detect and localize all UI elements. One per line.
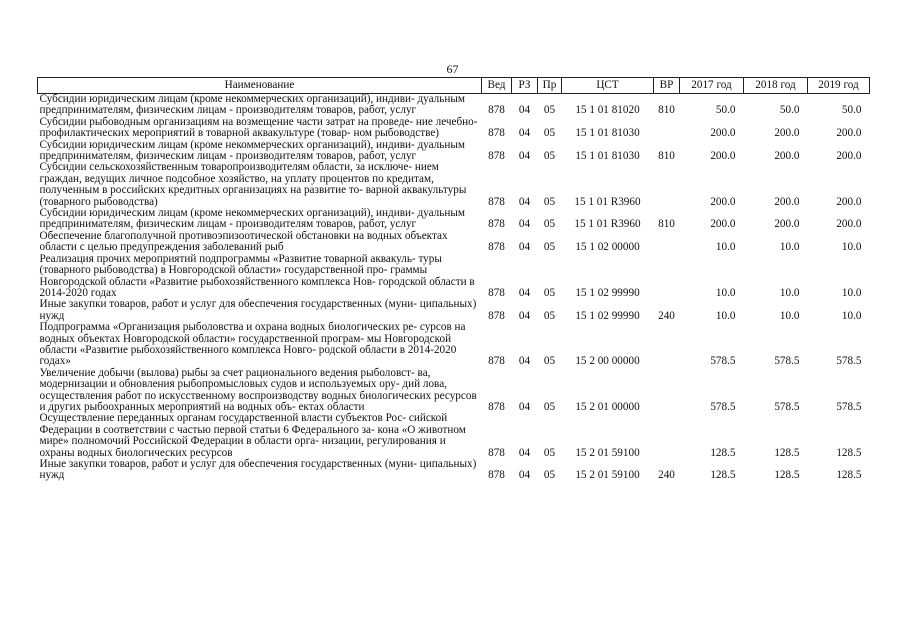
row-2018: 200.0 — [774, 150, 800, 163]
row-vr: 240 — [658, 469, 675, 482]
row-cst: 15 1 01 R3960 — [574, 218, 641, 231]
row-rz: 04 — [518, 355, 531, 368]
row-ved: 878 — [488, 218, 505, 231]
row-cst: 15 2 01 59100 — [575, 469, 640, 482]
row-name: Иные закупки товаров, работ и услуг для обеспечения государственных (муни- ципальных) нужд — [39, 298, 477, 322]
row-2018: 128.5 — [774, 469, 800, 482]
row-vr — [654, 254, 680, 300]
row-2018: 200.0 — [774, 218, 800, 231]
header-2017: 2017 год — [680, 78, 744, 94]
row-2019: 200.0 — [836, 150, 862, 163]
table-row — [38, 368, 870, 414]
row-cst: 15 2 00 00000 — [575, 355, 640, 368]
row-2019: 200.0 — [836, 218, 862, 231]
row-2019: 200.0 — [836, 127, 862, 140]
row-vr: 810 — [658, 104, 675, 117]
row-ved: 878 — [488, 400, 505, 413]
row-cst: 15 1 02 00000 — [575, 241, 640, 254]
row-pr: 05 — [543, 309, 556, 322]
row-pr: 05 — [543, 127, 556, 140]
row-pr: 05 — [543, 355, 556, 368]
row-2017: 10.0 — [715, 309, 736, 322]
table-row — [38, 208, 870, 231]
row-name: Обеспечение благополучной противоэпизоотической обстановки на водных объектах области с целью предупреждения заболеваний рыб — [39, 229, 448, 254]
row-rz: 04 — [518, 309, 531, 322]
table-row — [38, 231, 870, 254]
row-ved: 878 — [488, 195, 505, 208]
row-vr — [654, 368, 680, 414]
table-row — [38, 322, 870, 368]
row-pr: 05 — [543, 241, 556, 254]
row-pr: 05 — [543, 446, 556, 459]
row-2018: 200.0 — [774, 127, 800, 140]
table-row — [38, 94, 870, 117]
table-row — [38, 254, 870, 300]
row-rz: 04 — [518, 446, 531, 459]
row-2017: 10.0 — [715, 241, 736, 254]
row-rz: 04 — [518, 286, 531, 299]
row-ved: 878 — [488, 469, 505, 482]
row-2018: 10.0 — [779, 309, 800, 322]
row-cst: 15 1 01 R3960 — [574, 195, 641, 208]
header-vr: ВР — [654, 78, 680, 94]
row-cst: 15 2 01 00000 — [575, 400, 640, 413]
row-vr — [654, 231, 680, 254]
row-2018: 50.0 — [779, 104, 800, 117]
row-2017: 10.0 — [715, 286, 736, 299]
row-2018: 10.0 — [779, 241, 800, 254]
row-cst: 15 1 01 81020 — [575, 104, 640, 117]
row-2017: 578.5 — [710, 355, 736, 368]
row-vr: 810 — [658, 150, 675, 163]
row-vr — [654, 322, 680, 368]
table-row — [38, 162, 870, 208]
row-2018: 10.0 — [779, 286, 800, 299]
header-name: Наименование — [38, 78, 482, 94]
row-vr: 240 — [658, 309, 675, 322]
row-name: Субсидии юридическим лицам (кроме некоммерческих организаций), индиви- дуальным предпринимателям, физическим лицам - производителям товаров, работ, услуг — [39, 207, 465, 231]
row-2018: 128.5 — [774, 446, 800, 459]
row-rz: 04 — [518, 127, 531, 140]
header-2018: 2018 год — [744, 78, 808, 94]
row-cst: 15 2 01 59100 — [575, 446, 640, 459]
row-pr: 05 — [543, 150, 556, 163]
table-header-row — [38, 78, 870, 94]
row-cst: 15 1 01 81030 — [575, 127, 640, 140]
row-rz: 04 — [518, 104, 531, 117]
row-cst: 15 1 02 99990 — [575, 286, 640, 299]
row-2017: 200.0 — [710, 195, 736, 208]
row-rz: 04 — [518, 195, 531, 208]
row-2019: 10.0 — [841, 241, 862, 254]
row-ved: 878 — [488, 286, 505, 299]
row-name: Субсидии юридическим лицам (кроме некоммерческих организаций), индиви- дуальным предпринимателям, физическим лицам - производителям товаров, работ, услуг — [39, 138, 465, 163]
row-pr: 05 — [543, 400, 556, 413]
row-rz: 04 — [518, 400, 531, 413]
page-number: 67 — [446, 62, 459, 76]
header-ved: Вед — [482, 78, 512, 94]
row-2017: 578.5 — [710, 400, 736, 413]
row-ved: 878 — [488, 127, 505, 140]
row-2018: 578.5 — [774, 355, 800, 368]
row-name: Субсидии рыбоводным организациям на возмещение части затрат на проведе- ние лечебно-профилактических мероприятий в товарной аквакультуре (товар- ном рыбоводстве) — [39, 115, 478, 140]
table-row — [38, 140, 870, 163]
row-name: Субсидии юридическим лицам (кроме некоммерческих организаций), индиви- дуальным предпринимателям, физическим лицам - производителям товаров, работ, услуг — [39, 93, 465, 117]
row-2017: 200.0 — [710, 150, 736, 163]
row-pr: 05 — [543, 218, 556, 231]
row-2019: 50.0 — [841, 104, 862, 117]
table-row — [38, 299, 870, 322]
table-row — [38, 459, 870, 482]
table-row — [38, 413, 870, 459]
row-ved: 878 — [488, 355, 505, 368]
row-rz: 04 — [518, 241, 531, 254]
row-name: Подпрограмма «Организация рыболовства и охрана водных биологических ре- сурсов на водных объектах Новгородской области» государственной програм- мы Новгородской области «Развитие рыбохозяйственного комплекса Новго- родской области в 2014-2020 годах» — [39, 321, 466, 368]
row-2019: 578.5 — [836, 355, 862, 368]
row-2019: 200.0 — [836, 195, 862, 208]
row-2019: 10.0 — [841, 286, 862, 299]
row-2017: 200.0 — [710, 218, 736, 231]
row-ved: 878 — [488, 241, 505, 254]
row-cst: 15 1 02 99990 — [575, 309, 640, 322]
row-rz: 04 — [518, 218, 531, 231]
row-vr: 810 — [658, 218, 675, 231]
row-2017: 128.5 — [710, 469, 736, 482]
table-row — [38, 117, 870, 140]
row-name: Иные закупки товаров, работ и услуг для обеспечения государственных (муни- ципальных) нужд — [39, 458, 477, 482]
row-2017: 50.0 — [715, 104, 736, 117]
row-2017: 128.5 — [710, 446, 736, 459]
header-pr: Пр — [538, 78, 562, 94]
budget-table — [37, 77, 870, 482]
header-rz: РЗ — [512, 78, 538, 94]
row-2019: 128.5 — [836, 446, 862, 459]
row-2017: 200.0 — [710, 127, 736, 140]
row-pr: 05 — [543, 469, 556, 482]
row-2019: 128.5 — [836, 469, 862, 482]
header-2019: 2019 год — [808, 78, 870, 94]
row-vr — [654, 117, 680, 140]
row-ved: 878 — [488, 309, 505, 322]
row-name: Реализация прочих мероприятий подпрограммы «Развитие товарной аквакуль- туры (товарного рыбоводства) в Новгородской области» государственной про- граммы Новгородской области «Развитие рыбохозяйственного комплекса Нов- городской области в 2014-2020 годах — [39, 252, 475, 299]
row-2019: 10.0 — [841, 309, 862, 322]
row-ved: 878 — [488, 150, 505, 163]
row-name: Увеличение добычи (вылова) рыбы за счет рационального ведения рыболовст- ва, модернизации и обновления рыбопромысловых судов и используемых ору- дий лова, осуществления работ по искусственному воспроизводству водных биологических ресурсов и других рыбоохранных мероприятий на водных объ- ектах области — [39, 366, 477, 413]
row-2018: 578.5 — [774, 400, 800, 413]
row-rz: 04 — [518, 469, 531, 482]
row-name: Субсидии сельскохозяйственным товаропроизводителям области, за исключе- нием граждан, ведущих личное подсобное хозяйство, на уплату процентов по кредитам, полученным в российских кредитных организациях на развитие то- варной аквакультуры (товарного рыбоводства) — [39, 161, 467, 208]
row-2018: 200.0 — [774, 195, 800, 208]
row-name: Осуществление переданных органам государственной власти субъектов Рос- сийской Федерации в соответствии с частью первой статьи 6 Федерального за- кона «О животном мире» полномочий Российской Федерации в области орга- низации, регулирования и охраны водных биологических ресурсов — [39, 412, 466, 459]
row-pr: 05 — [543, 104, 556, 117]
row-ved: 878 — [488, 104, 505, 117]
header-cst: ЦСТ — [562, 78, 654, 94]
row-cst: 15 1 01 81030 — [575, 150, 640, 163]
row-pr: 05 — [543, 195, 556, 208]
row-ved: 878 — [488, 446, 505, 459]
row-vr — [654, 162, 680, 208]
row-pr: 05 — [543, 286, 556, 299]
row-vr — [654, 413, 680, 459]
row-2019: 578.5 — [836, 400, 862, 413]
row-rz: 04 — [518, 150, 531, 163]
